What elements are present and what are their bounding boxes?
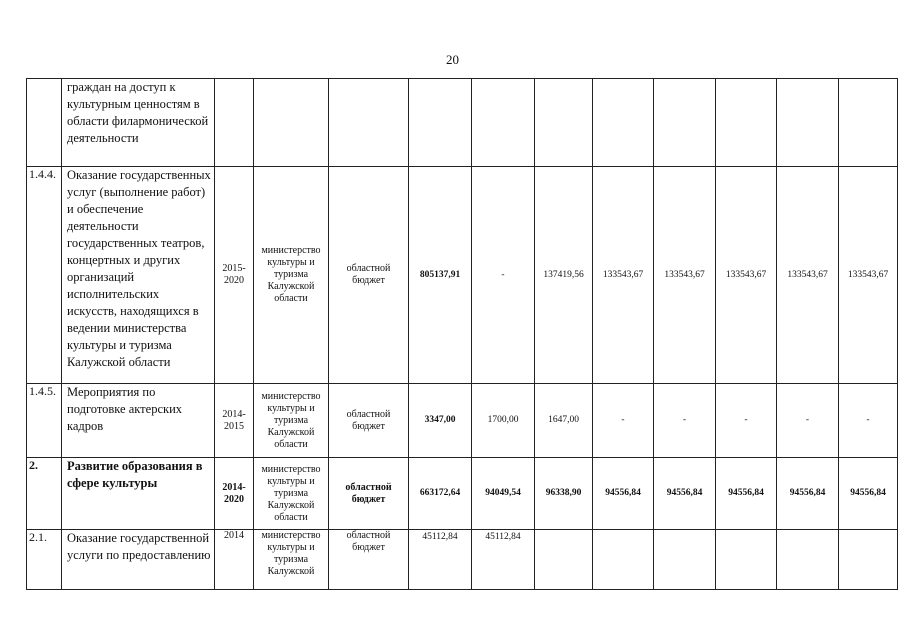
year-amount: 94049,54 bbox=[472, 458, 535, 530]
row-number: 2.1. bbox=[27, 530, 62, 590]
year-amount bbox=[535, 530, 593, 590]
year-amount: 1647,00 bbox=[535, 384, 593, 458]
year-amount: 96338,90 bbox=[535, 458, 593, 530]
year-amount: 45112,84 bbox=[472, 530, 535, 590]
year-amount: 133543,67 bbox=[777, 167, 839, 384]
year-amount: 133543,67 bbox=[593, 167, 654, 384]
year-amount: 94556,84 bbox=[839, 458, 898, 530]
year-amount: - bbox=[472, 167, 535, 384]
year-amount bbox=[716, 79, 777, 167]
period: 2014-2015 bbox=[215, 384, 254, 458]
period: 2014-2020 bbox=[215, 458, 254, 530]
total-amount: 663172,64 bbox=[409, 458, 472, 530]
year-amount: 94556,84 bbox=[777, 458, 839, 530]
table-row bbox=[27, 530, 898, 590]
activity-name: Оказание государственной услуги по предоставлению bbox=[62, 530, 215, 590]
year-amount: - bbox=[716, 384, 777, 458]
funding-source: областной бюджет bbox=[329, 530, 409, 590]
period bbox=[215, 79, 254, 167]
activity-name: Оказание государственных услуг (выполнение работ) и обеспечение деятельности государственных театров, концертных и других организаций исполнительских искусств, находящихся в ведении министерства культуры и туризма Калужской области bbox=[62, 167, 215, 384]
funding-source: областной бюджет bbox=[329, 167, 409, 384]
period: 2014 bbox=[215, 530, 254, 590]
year-amount: 94556,84 bbox=[593, 458, 654, 530]
table-row bbox=[27, 458, 898, 530]
total-amount: 805137,91 bbox=[409, 167, 472, 384]
year-amount: - bbox=[654, 384, 716, 458]
executor: министерство культуры и туризма Калужской области bbox=[254, 167, 329, 384]
executor: министерство культуры и туризма Калужской области bbox=[254, 458, 329, 530]
budget-table bbox=[26, 78, 898, 590]
funding-source: областной бюджет bbox=[329, 458, 409, 530]
year-amount bbox=[472, 79, 535, 167]
activity-name: Развитие образования в сфере культуры bbox=[62, 458, 215, 530]
year-amount bbox=[654, 79, 716, 167]
page-number: 20 bbox=[446, 52, 459, 67]
period: 2015-2020 bbox=[215, 167, 254, 384]
year-amount: 137419,56 bbox=[535, 167, 593, 384]
year-amount: 133543,67 bbox=[654, 167, 716, 384]
year-amount: - bbox=[593, 384, 654, 458]
year-amount: 133543,67 bbox=[716, 167, 777, 384]
row-number: 2. bbox=[27, 458, 62, 530]
year-amount: 94556,84 bbox=[716, 458, 777, 530]
year-amount: - bbox=[777, 384, 839, 458]
year-amount bbox=[839, 79, 898, 167]
year-amount: 133543,67 bbox=[839, 167, 898, 384]
total-amount: 45112,84 bbox=[409, 530, 472, 590]
activity-name: граждан на доступ к культурным ценностям в области филармонической деятельности bbox=[62, 79, 215, 167]
year-amount bbox=[839, 530, 898, 590]
row-number bbox=[27, 79, 62, 167]
executor bbox=[254, 79, 329, 167]
year-amount: 1700,00 bbox=[472, 384, 535, 458]
row-number: 1.4.4. bbox=[27, 167, 62, 384]
year-amount bbox=[716, 530, 777, 590]
year-amount bbox=[777, 79, 839, 167]
total-amount: 3347,00 bbox=[409, 384, 472, 458]
table-row bbox=[27, 167, 898, 384]
year-amount: - bbox=[839, 384, 898, 458]
executor: министерство культуры и туризма Калужской области bbox=[254, 384, 329, 458]
executor: министерство культуры и туризма Калужской bbox=[254, 530, 329, 590]
year-amount bbox=[593, 79, 654, 167]
year-amount bbox=[535, 79, 593, 167]
total-amount bbox=[409, 79, 472, 167]
year-amount bbox=[593, 530, 654, 590]
activity-name: Мероприятия по подготовке актерских кадров bbox=[62, 384, 215, 458]
year-amount bbox=[654, 530, 716, 590]
funding-source bbox=[329, 79, 409, 167]
funding-source: областной бюджет bbox=[329, 384, 409, 458]
table-row bbox=[27, 79, 898, 167]
year-amount: 94556,84 bbox=[654, 458, 716, 530]
row-number: 1.4.5. bbox=[27, 384, 62, 458]
table-row bbox=[27, 384, 898, 458]
year-amount bbox=[777, 530, 839, 590]
